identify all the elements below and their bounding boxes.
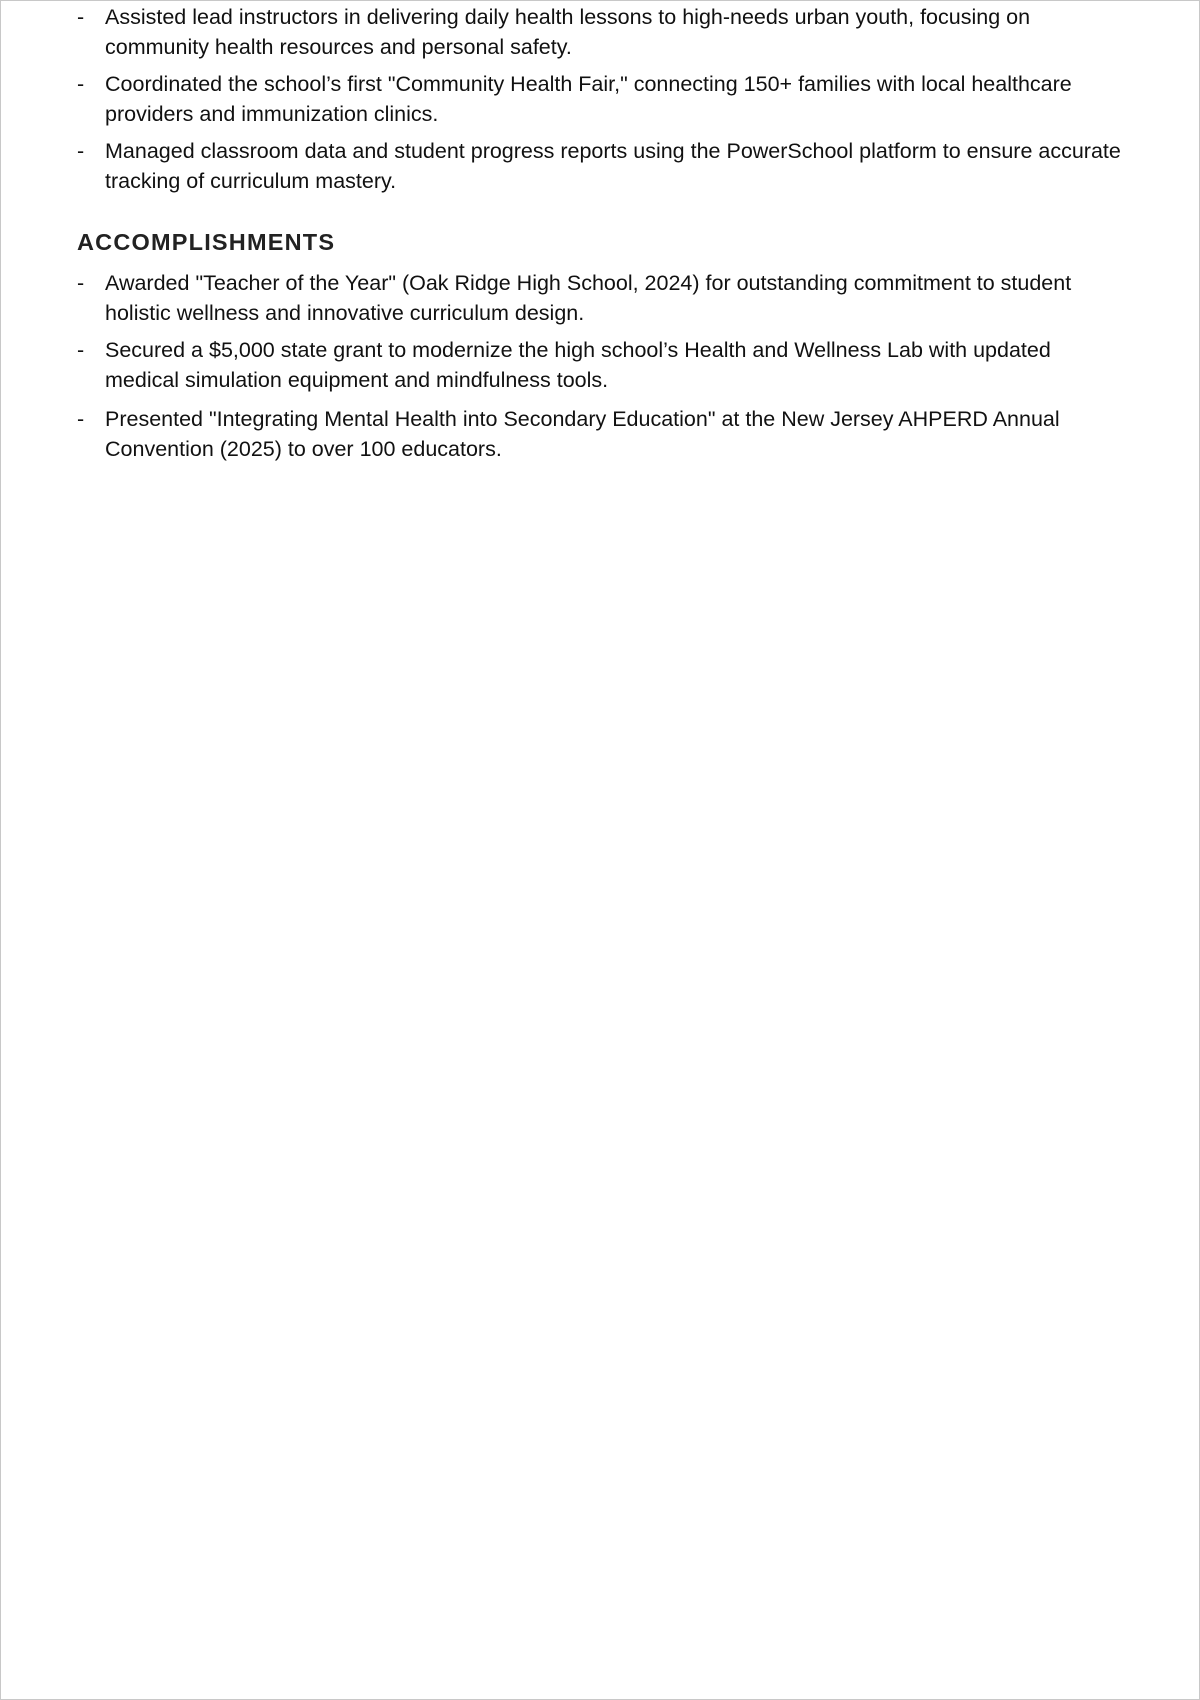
experience-bullet — [77, 69, 1127, 129]
bullet-dash: - — [77, 338, 85, 362]
accomplishment-bullet — [77, 268, 1127, 328]
experience-bullet — [77, 136, 1127, 196]
experience-bullet-list — [77, 2, 1127, 196]
bullet-dash: - — [77, 5, 85, 29]
bullet-text: Coordinated the school’s first "Community Health Fair," connecting 150+ families with local healthcare providers and immunization clinics. — [105, 72, 1072, 126]
accomplishment-bullet — [77, 404, 1127, 464]
accomplishments-bullet-list — [77, 268, 1127, 464]
bullet-dash: - — [77, 407, 85, 431]
bullet-text: Assisted lead instructors in delivering daily health lessons to high-needs urban youth, focusing on community health resources and personal safety. — [105, 5, 1031, 59]
accomplishment-bullet — [77, 335, 1127, 395]
bullet-dash: - — [77, 271, 85, 295]
bullet-dash: - — [77, 139, 85, 163]
resume-content — [77, 1, 1127, 471]
experience-bullet — [77, 2, 1127, 62]
bullet-dash: - — [77, 72, 85, 96]
bullet-text: Managed classroom data and student progress reports using the PowerSchool platform to ensure accurate tracking of curriculum mastery. — [105, 139, 1121, 193]
bullet-text: Presented "Integrating Mental Health into Secondary Education" at the New Jersey AHPERD Annual Convention (2025) to over 100 educators. — [105, 407, 1060, 461]
bullet-text: Awarded "Teacher of the Year" (Oak Ridge High School, 2024) for outstanding commitment to student holistic wellness and innovative curriculum design. — [105, 271, 1072, 325]
bullet-text: Secured a $5,000 state grant to modernize the high school’s Health and Wellness Lab with updated medical simulation equipment and mindfulness tools. — [105, 338, 1051, 392]
accomplishments-heading: ACCOMPLISHMENTS — [77, 229, 336, 255]
